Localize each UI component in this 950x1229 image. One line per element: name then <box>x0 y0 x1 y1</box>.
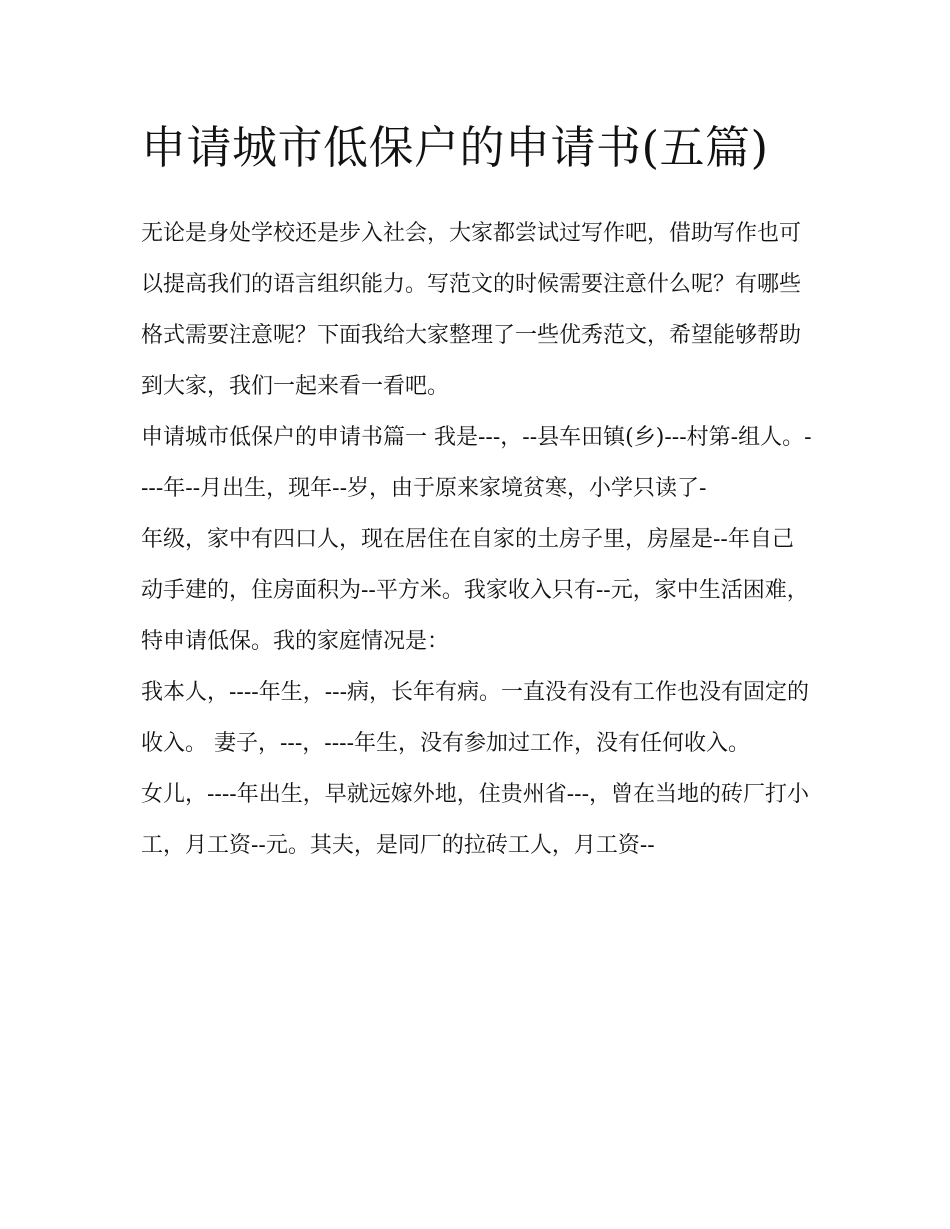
paragraph-daughter: 女儿，----年出生，早就远嫁外地，住贵州省---，曾在当地的砖厂打小工，月工资--元。其夫，是同厂的拉砖工人，月工资-- <box>141 782 810 858</box>
paragraph-applicant-info: 申请城市低保户的申请书篇一 我是---，--县车田镇(乡)---村第-组人。----年--月出生，现年--岁，由于原来家境贫寒，小学只读了- <box>141 425 812 501</box>
document-title: 申请城市低保户的申请书(五篇) <box>141 121 769 174</box>
document-page <box>141 112 813 871</box>
paragraph-household: 年级，家中有四口人，现在居住在自家的土房子里，房屋是--年自己动手建的，住房面积为--平方米。我家收入只有--元，家中生活困难，特申请低保。我的家庭情况是： <box>141 527 809 654</box>
paragraph-intro: 无论是身处学校还是步入社会，大家都尝试过写作吧，借助写作也可以提高我们的语言组织能力。写范文的时候需要注意什么呢？有哪些格式需要注意呢？下面我给大家整理了一些优秀范文，希望能够帮助到大家，我们一起来看一看吧。 <box>141 221 802 399</box>
document-body <box>141 208 813 871</box>
paragraph-self-and-spouse: 我本人，----年生，---病，长年有病。一直没有没有工作也没有固定的收入。 妻子，---，----年生，没有参加过工作，没有任何收入。 <box>141 680 810 756</box>
